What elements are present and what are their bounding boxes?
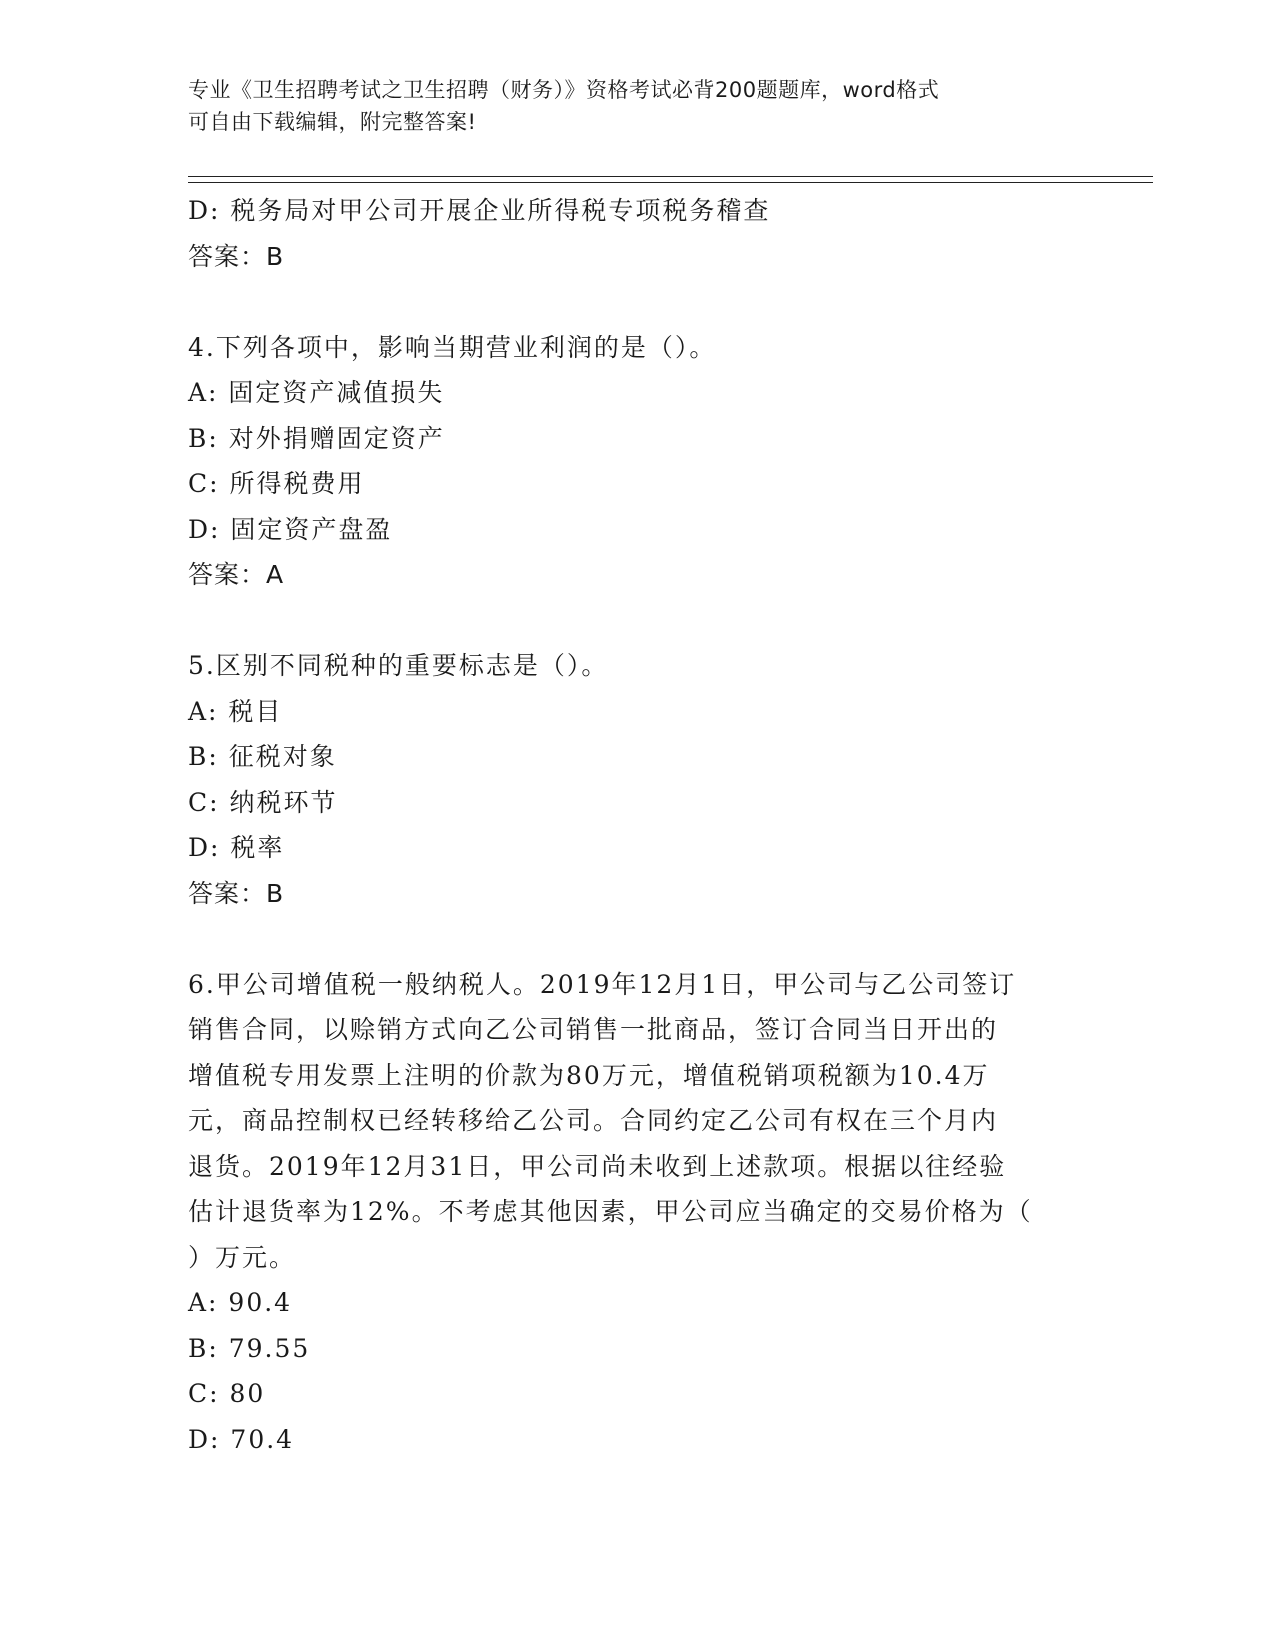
answer-label: 答案：A	[188, 560, 285, 589]
spacer	[188, 279, 1088, 325]
question-stem-line: 增值税专用发票上注明的价款为80万元，增值税销项税额为10.4万	[188, 1060, 990, 1090]
question-list	[188, 188, 1088, 1462]
option-c: C: 80	[188, 1379, 266, 1408]
question-stem-line: ）万元。	[188, 1242, 297, 1272]
question-block-4	[188, 325, 1088, 598]
question-stem-line: 元，商品控制权已经转移给乙公司。合同约定乙公司有权在三个月内	[188, 1106, 999, 1135]
option-d: D: 税务局对甲公司开展企业所得税专项税务稽查	[188, 196, 771, 225]
option-d: D: 70.4	[188, 1424, 295, 1454]
question-stem	[188, 962, 1088, 1281]
question-stem-line: 6.甲公司增值税一般纳税人。2019年12月1日，甲公司与乙公司签订	[188, 969, 1017, 999]
option-c: C: 所得税费用	[188, 469, 365, 498]
header-title-line-1: 专业《卫生招聘考试之卫生招聘（财务）》资格考试必背200题题库，word格式	[188, 78, 940, 102]
header-divider	[188, 176, 1153, 183]
option-a: A: 90.4	[188, 1288, 293, 1317]
spacer	[188, 598, 1088, 644]
option-b: B: 79.55	[188, 1333, 311, 1363]
document-header	[188, 74, 1068, 138]
question-block-5	[188, 643, 1088, 916]
question-stem: 5.区别不同税种的重要标志是（）。	[188, 651, 609, 680]
option-c: C: 纳税环节	[188, 787, 338, 817]
option-d: D: 税率	[188, 833, 285, 862]
question-block-3	[188, 188, 1088, 279]
question-block-6	[188, 962, 1088, 1463]
question-stem: 4.下列各项中，影响当期营业利润的是（）。	[188, 332, 717, 362]
option-a: A: 税目	[188, 696, 283, 726]
option-a: A: 固定资产减值损失	[188, 378, 445, 407]
answer-label: 答案：B	[188, 241, 285, 271]
header-title-line-2: 可自由下载编辑，附完整答案!	[188, 110, 477, 134]
option-b: B: 征税对象	[188, 742, 337, 771]
spacer	[188, 916, 1088, 962]
option-b: B: 对外捐赠固定资产	[188, 423, 445, 453]
answer-label: 答案：B	[188, 878, 285, 908]
question-stem-line: 销售合同，以赊销方式向乙公司销售一批商品，签订合同当日开出的	[188, 1015, 999, 1044]
option-d: D: 固定资产盘盈	[188, 514, 393, 544]
question-stem-line: 估计退货率为12%。不考虑其他因素，甲公司应当确定的交易价格为（	[188, 1197, 1033, 1226]
question-stem-line: 退货。2019年12月31日，甲公司尚未收到上述款项。根据以往经验	[188, 1151, 1007, 1181]
